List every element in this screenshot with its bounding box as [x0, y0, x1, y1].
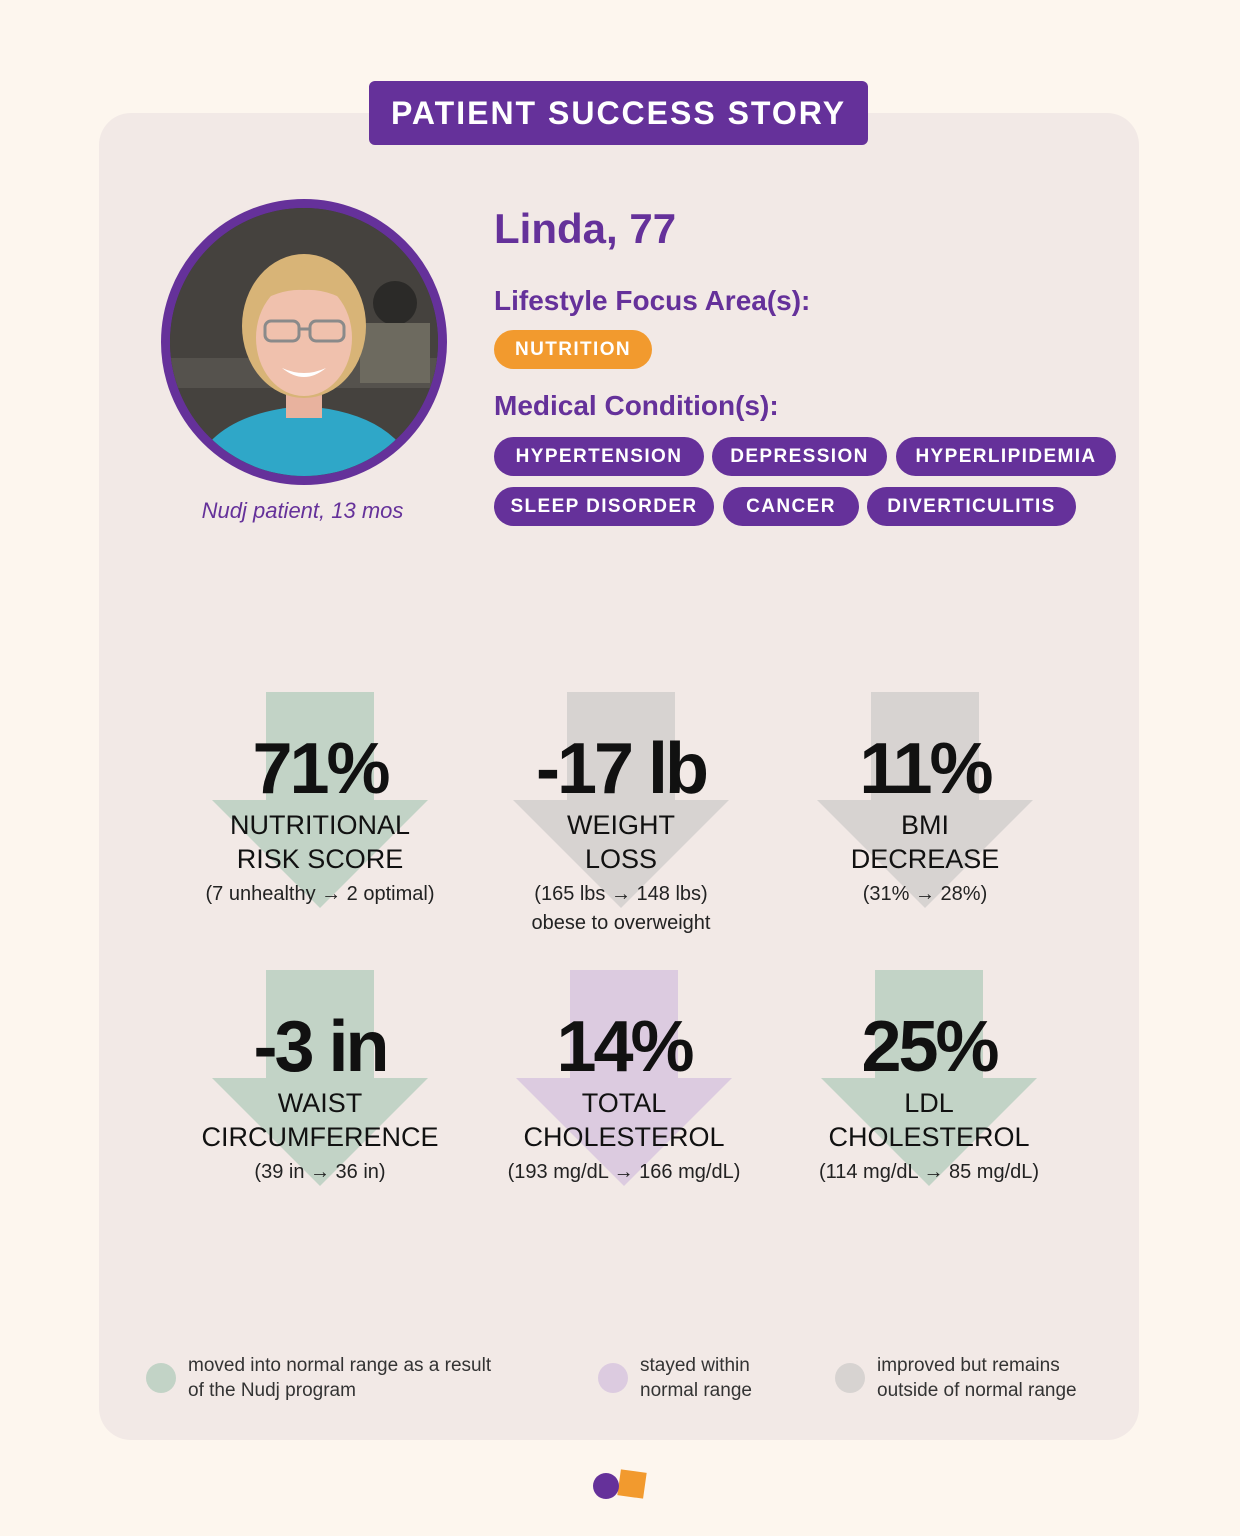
patient-caption: Nudj patient, 13 mos — [201, 498, 404, 523]
stat-value: -3 in — [253, 1007, 387, 1087]
stat-value: 25% — [861, 1007, 997, 1087]
stat-weight-loss — [471, 692, 771, 952]
legend-line1: moved into normal range as a result — [188, 1355, 492, 1376]
stat-label — [775, 808, 1075, 876]
stat-label — [170, 808, 470, 876]
stat-label-line2: CIRCUMFERENCE — [201, 1122, 439, 1152]
stat-label — [170, 1086, 470, 1154]
stat-label-line2: CHOLESTEROL — [523, 1122, 725, 1152]
legend-text — [877, 1353, 1077, 1403]
legend-line2: of the Nudj program — [188, 1380, 356, 1401]
stat-detail-line1: (7 unhealthy → 2 optimal) — [205, 883, 435, 905]
stat-detail-line1: (39 in → 36 in) — [254, 1161, 386, 1183]
condition-tag-sleep-disorder: SLEEP DISORDER — [494, 487, 714, 526]
legend-text — [640, 1353, 752, 1403]
stat-detail-line1: (114 mg/dL → 85 mg/dL) — [818, 1161, 1040, 1183]
condition-tag-hypertension: HYPERTENSION — [494, 437, 704, 476]
legend-text — [188, 1353, 491, 1403]
stat-detail-line1: (165 lbs → 148 lbs) — [534, 883, 708, 905]
stat-label-line2: LOSS — [584, 844, 658, 874]
stat-bmi — [775, 692, 1075, 952]
nudj-logo — [593, 1469, 649, 1501]
stat-detail-line1: (31% → 28%) — [862, 883, 988, 905]
lifestyle-tag: NUTRITION — [494, 330, 652, 369]
stat-value: 11% — [859, 729, 991, 809]
stat-detail-line1: (193 mg/dL → 166 mg/dL) — [507, 1161, 741, 1183]
condition-tag-depression: DEPRESSION — [712, 437, 887, 476]
stat-detail-line2: obese to overweight — [531, 912, 711, 934]
stat-label-line2: DECREASE — [850, 844, 1000, 874]
legend-line1: stayed within — [640, 1355, 750, 1376]
patient-photo — [161, 199, 447, 485]
stat-label — [779, 1086, 1079, 1154]
portrait-illustration — [170, 208, 438, 476]
condition-tag-diverticulitis: DIVERTICULITIS — [867, 487, 1076, 526]
condition-tag-cancer: CANCER — [723, 487, 859, 526]
legend-dot-green — [146, 1363, 176, 1393]
legend-stayed-within-normal — [598, 1353, 752, 1403]
legend-improved-outside-normal — [835, 1353, 1077, 1403]
legend-line1: improved but remains — [877, 1355, 1060, 1376]
stat-label-line1: TOTAL — [581, 1088, 667, 1118]
stat-value: 71% — [252, 729, 388, 809]
banner-title: PATIENT SUCCESS STORY — [369, 81, 868, 145]
stat-label-line2: RISK SCORE — [236, 844, 404, 874]
stat-label-line1: WAIST — [277, 1088, 363, 1118]
stat-label-line1: WEIGHT — [567, 810, 675, 840]
stat-detail — [749, 1158, 1109, 1187]
stat-label-line1: BMI — [900, 810, 949, 840]
legend-dot-gray — [835, 1363, 865, 1393]
condition-tag-hyperlipidemia: HYPERLIPIDEMIA — [896, 437, 1116, 476]
stat-ldl-cholesterol — [779, 970, 1079, 1230]
stat-total-cholesterol — [474, 970, 774, 1230]
stat-value: 14% — [556, 1007, 692, 1087]
legend-moved-into-normal — [146, 1353, 491, 1403]
lifestyle-label: Lifestyle Focus Area(s): — [494, 285, 811, 316]
stat-label-line1: LDL — [904, 1088, 954, 1118]
legend-dot-lilac — [598, 1363, 628, 1393]
conditions-label: Medical Condition(s): — [494, 390, 779, 421]
legend-line2: outside of normal range — [877, 1380, 1077, 1401]
legend-line2: normal range — [640, 1380, 752, 1401]
stat-label — [471, 808, 771, 876]
stat-value: -17 lb — [535, 729, 707, 809]
stat-detail — [745, 880, 1105, 909]
stat-label-line2: CHOLESTEROL — [828, 1122, 1030, 1152]
stat-label-line1: NUTRITIONAL — [229, 810, 410, 840]
stat-label — [474, 1086, 774, 1154]
stat-waist — [170, 970, 470, 1230]
stat-nutritional-risk — [170, 692, 470, 952]
patient-name: Linda, 77 — [494, 205, 677, 252]
